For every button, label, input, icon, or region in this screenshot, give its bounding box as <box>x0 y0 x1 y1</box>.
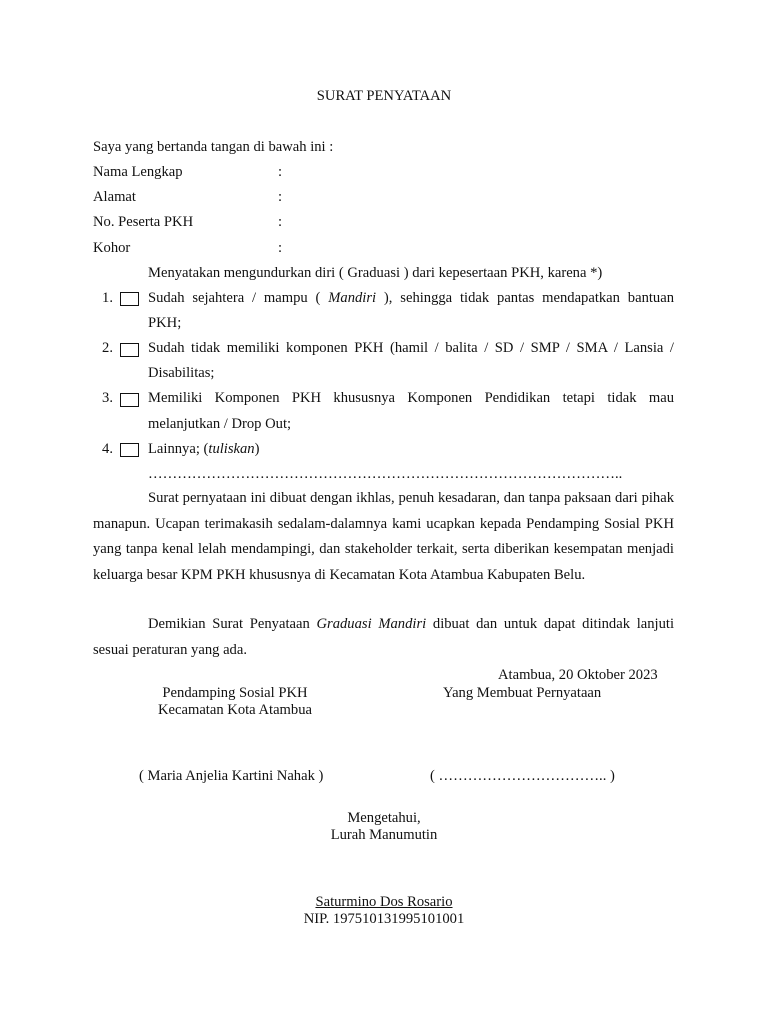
field-colon: : <box>278 240 283 256</box>
option-number: 2. <box>102 340 113 356</box>
option-number: 1. <box>102 290 113 306</box>
left-sign-name: ( Maria Anjelia Kartini Nahak ) <box>139 768 324 784</box>
statement-text: Menyatakan mengundurkan diri ( Graduasi ) dari kepesertaan PKH, karena *) <box>148 265 603 281</box>
option-checkbox[interactable] <box>120 443 139 457</box>
acknowledge-role: Lurah Manumutin <box>330 827 438 843</box>
option-text-line2: melanjutkan / Drop Out; <box>148 416 292 432</box>
option-text-line1: Sudah tidak memiliki komponen PKH (hamil / balita / SD / SMP / SMA / Lansia / <box>148 340 674 356</box>
paragraph-closing: Demikian Surat Penyataan Graduasi Mandiri dibuat dan untuk dapat ditindak lanjuti sesuai peraturan yang ada. <box>93 616 675 658</box>
dotted-fill-line: …………………………………………………………………………………….. <box>148 466 623 482</box>
option-checkbox[interactable] <box>120 292 139 306</box>
acknowledge-name: Saturmino Dos Rosario <box>315 894 453 910</box>
intro-text: Saya yang bertanda tangan di bawah ini : <box>93 139 334 155</box>
field-colon: : <box>278 164 283 180</box>
option-text-line1: Lainnya; (tuliskan) <box>148 441 260 457</box>
option-text-line2: PKH; <box>148 315 182 331</box>
field-label-peserta: No. Peserta PKH <box>93 214 194 230</box>
place-date: Atambua, 20 Oktober 2023 <box>498 667 658 683</box>
document-title: SURAT PENYATAAN <box>316 88 452 104</box>
field-colon: : <box>278 189 283 205</box>
option-text-line1: Memiliki Komponen PKH khususnya Komponen Pendidikan tetapi tidak mau <box>148 390 674 406</box>
field-label-alamat: Alamat <box>93 189 136 205</box>
option-number: 3. <box>102 390 113 406</box>
option-number: 4. <box>102 441 113 457</box>
field-label-kohor: Kohor <box>93 240 131 256</box>
acknowledge-label: Mengetahui, <box>347 810 421 826</box>
right-sign-role: Yang Membuat Pernyataan <box>443 685 602 701</box>
option-text-line1: Sudah sejahtera / mampu ( Mandiri ), sehingga tidak pantas mendapatkan bantuan <box>148 290 674 306</box>
option-text-line2: Disabilitas; <box>148 365 215 381</box>
acknowledge-nip: NIP. 197510131995101001 <box>303 911 465 927</box>
option-checkbox[interactable] <box>120 343 139 357</box>
field-label-nama: Nama Lengkap <box>93 164 183 180</box>
field-colon: : <box>278 214 283 230</box>
left-sign-area: Kecamatan Kota Atambua <box>158 702 312 718</box>
option-checkbox[interactable] <box>120 393 139 407</box>
paragraph-statement: Surat pernyataan ini dibuat dengan ikhlas, penuh kesadaran, dan tanpa paksaan dari pihak manapun. Ucapan terimakasih sedalam-dalamnya kami ucapkan kepada Pendamping Sosial PKH yang tanpa kenal lelah mendampingi, dan stakeholder terkait, serta diberikan kesempatan menjadi keluarga besar KPM PKH khususnya di Kecamatan Kota Atambua Kabupaten Belu. <box>93 490 674 583</box>
right-sign-name: ( …………………………….. ) <box>430 768 615 784</box>
left-sign-role: Pendamping Sosial PKH <box>162 685 308 701</box>
